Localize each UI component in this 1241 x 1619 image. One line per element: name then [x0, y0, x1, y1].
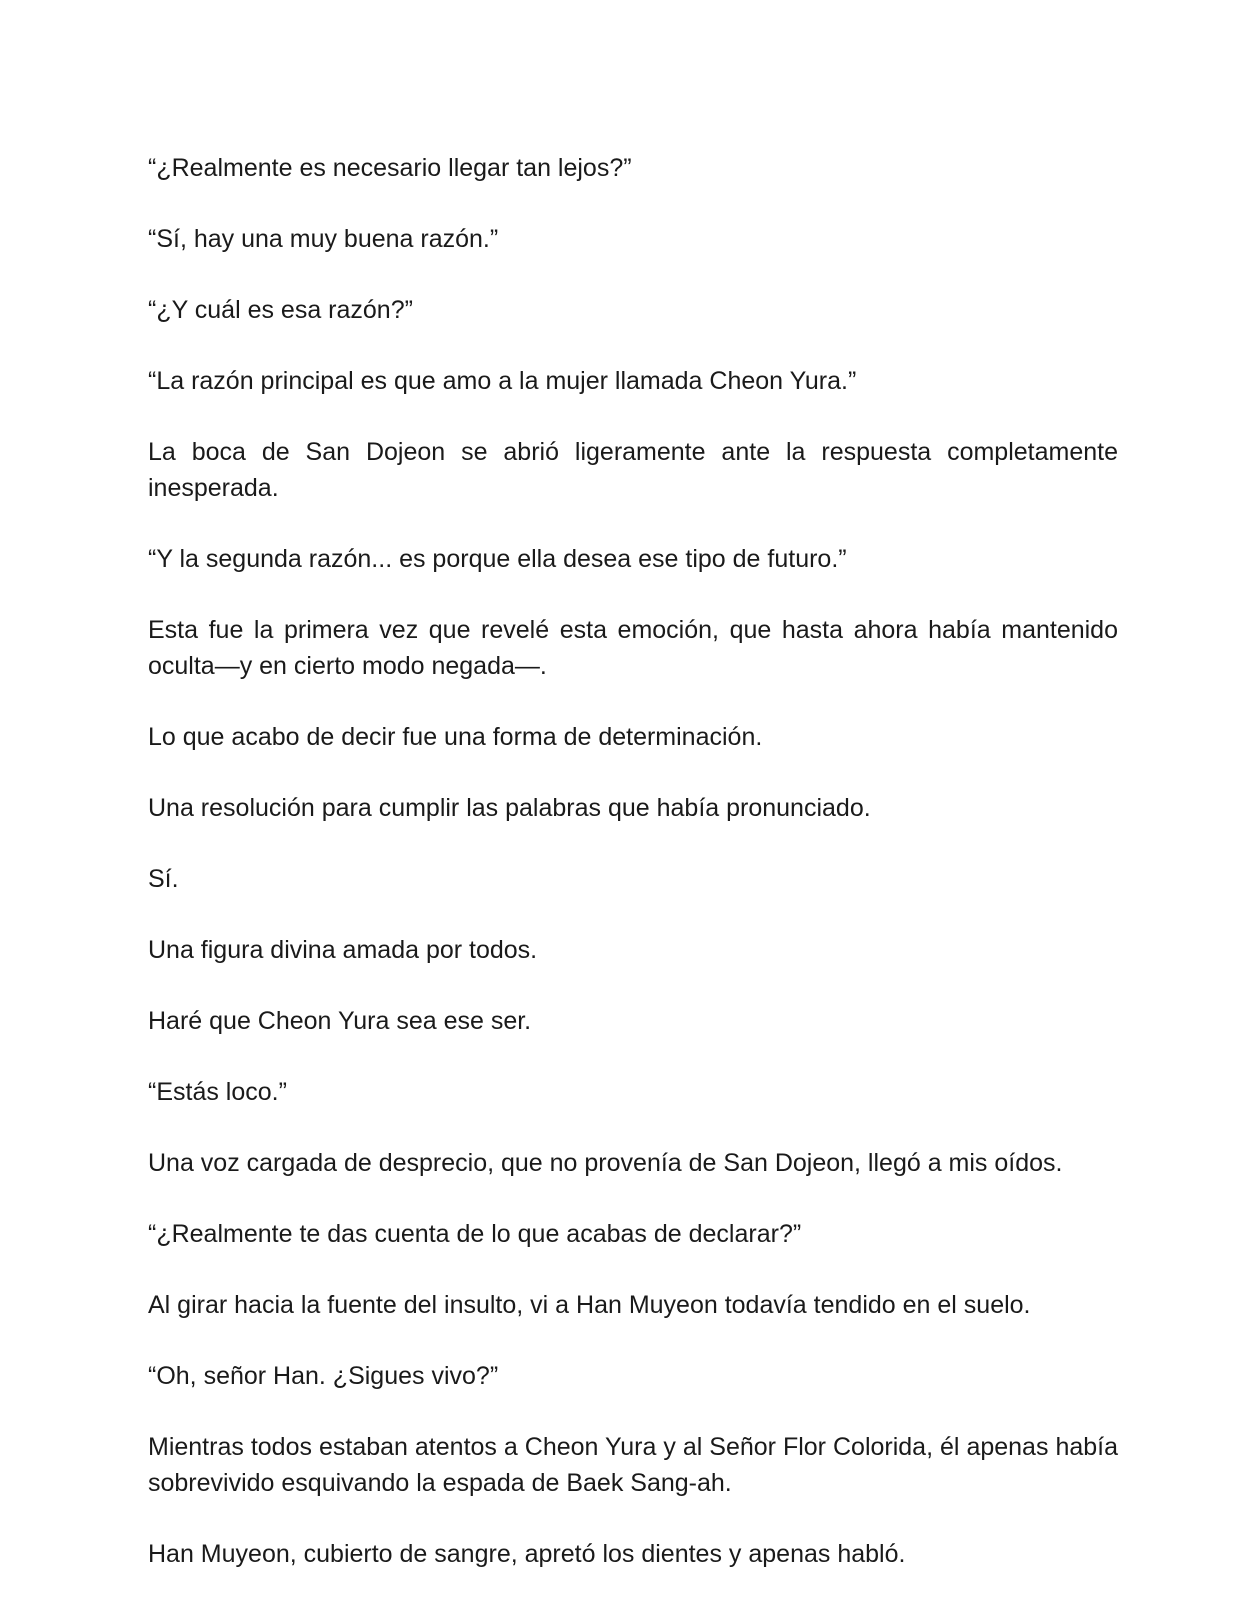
paragraph: “Estás loco.” — [148, 1078, 287, 1106]
paragraph: “¿Y cuál es esa razón?” — [148, 296, 413, 324]
paragraph: Una figura divina amada por todos. — [148, 936, 538, 964]
paragraph: Lo que acabo de decir fue una forma de determinación. — [148, 723, 763, 751]
paragraph: “¿Realmente te das cuenta de lo que acabas de declarar?” — [148, 1220, 802, 1248]
document-body — [148, 150, 1118, 1572]
paragraph: Una resolución para cumplir las palabras que había pronunciado. — [148, 794, 871, 822]
paragraph: Al girar hacia la fuente del insulto, vi a Han Muyeon todavía tendido en el suelo. — [148, 1291, 1031, 1319]
paragraph: Sí. — [148, 865, 179, 893]
paragraph: Han Muyeon, cubierto de sangre, apretó los dientes y apenas habló. — [148, 1540, 906, 1568]
paragraph: “Sí, hay una muy buena razón.” — [148, 225, 499, 253]
paragraph: “¿Realmente es necesario llegar tan lejos?” — [148, 154, 632, 182]
paragraph: Esta fue la primera vez que revelé esta emoción, que hasta ahora había mantenido oculta—y en cierto modo negada—. — [148, 616, 1118, 680]
paragraph: Haré que Cheon Yura sea ese ser. — [148, 1007, 532, 1035]
paragraph: Una voz cargada de desprecio, que no provenía de San Dojeon, llegó a mis oídos. — [148, 1149, 1063, 1177]
paragraph: “Oh, señor Han. ¿Sigues vivo?” — [148, 1362, 499, 1390]
paragraph: “Y la segunda razón... es porque ella desea ese tipo de futuro.” — [148, 545, 847, 573]
paragraph: La boca de San Dojeon se abrió ligeramente ante la respuesta completamente inesperada. — [148, 438, 1118, 502]
paragraph: “La razón principal es que amo a la mujer llamada Cheon Yura.” — [148, 367, 857, 395]
paragraph: Mientras todos estaban atentos a Cheon Yura y al Señor Flor Colorida, él apenas había sobrevivido esquivando la espada de Baek Sang-ah. — [148, 1433, 1118, 1497]
